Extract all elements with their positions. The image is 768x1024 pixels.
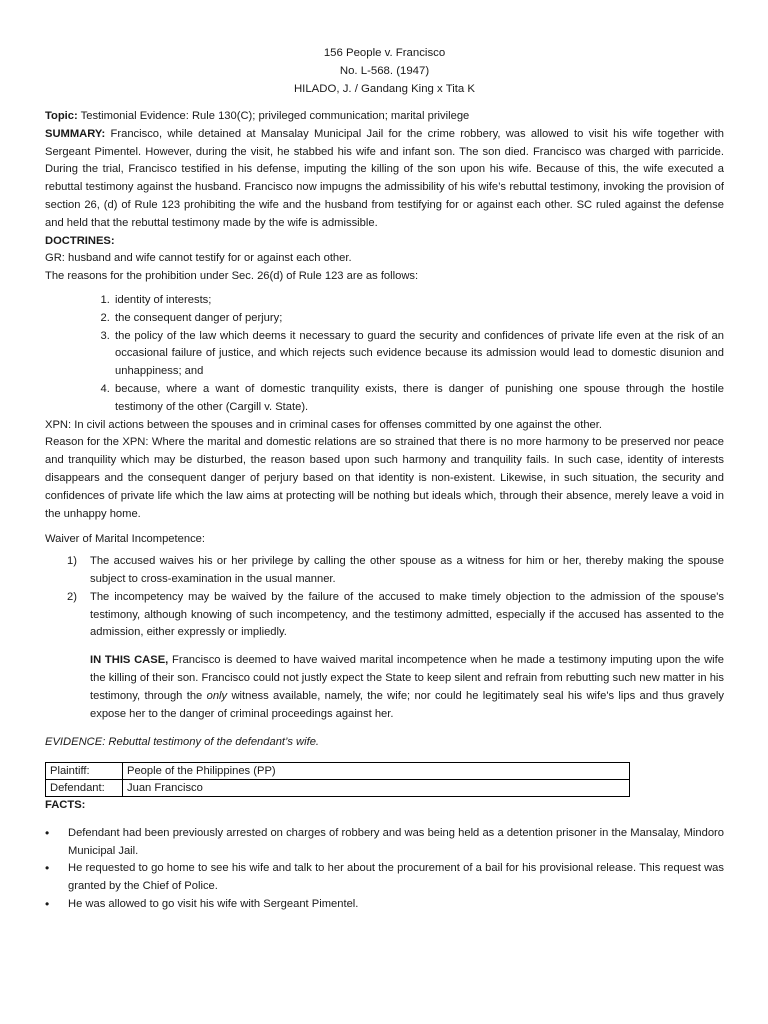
summary-label: SUMMARY: bbox=[45, 127, 106, 140]
emphasis-only: only bbox=[206, 689, 228, 702]
party-value: People of the Philippines (PP) bbox=[123, 763, 630, 780]
party-value: Juan Francisco bbox=[123, 780, 630, 797]
fact-text: He requested to go home to see his wife and talk to her about the procurement of a bail for his provisional release. This request was granted by the Chief of Police. bbox=[68, 862, 724, 893]
bullet-icon: • bbox=[45, 861, 50, 876]
list-item: 2. the consequent danger of perjury; bbox=[113, 310, 724, 328]
list-item bbox=[45, 825, 724, 861]
item-number: 1) bbox=[67, 555, 77, 568]
exception-reason: Reason for the XPN: Where the marital and domestic relations are so strained that there is no more harmony to be preserved nor peace and tranquility which may be disturbed, the reason based upon such harmony and tranquility fails. In such case, identity of interests disappears and the consequent danger of perjury based on that identity is non-existent. Likewise, in such situation, the security and confidences of private life which the law aims at protecting will be nothing but ideals which, through their absence, merely leave a void in the unhappy home. bbox=[45, 436, 724, 520]
case-text-part2: witness available, namely, the wife; nor could he legitimately seal his wife's lips and thus gravely expose her to the danger of criminal proceedings against her. bbox=[90, 689, 724, 720]
summary-paragraph bbox=[45, 126, 724, 233]
item-text: The incompetency may be waived by the failure of the accused to make timely objection to the admission of the spouse's testimony, although knowing of such incompetency, and the testimony admitted, especially if the accused has assented to the admission, either expressly or impliedly. bbox=[90, 590, 724, 639]
bullet-icon: • bbox=[45, 897, 50, 912]
facts-list bbox=[45, 825, 724, 914]
list-item: 1. identity of interests; bbox=[113, 292, 724, 310]
fact-text: Defendant had been previously arrested on charges of robbery and was being held as a detention prisoner in the Mansalay, Mindoro Municipal Jail. bbox=[68, 826, 724, 857]
item-text: The accused waives his or her privilege by calling the other spouse as a witness for him or her, thereby making the spouse subject to cross-examination in the usual manner. bbox=[90, 555, 724, 585]
waiver-heading: Waiver of Marital Incompetence: bbox=[45, 533, 206, 546]
topic-line bbox=[45, 108, 724, 126]
waiver-list bbox=[45, 553, 724, 642]
list-item bbox=[45, 896, 724, 914]
bullet-icon: • bbox=[45, 825, 50, 840]
table-row bbox=[46, 780, 630, 797]
party-label: Plaintiff: bbox=[46, 763, 123, 780]
reasons-list bbox=[45, 292, 724, 417]
topic-label: Topic: bbox=[45, 110, 78, 122]
list-item bbox=[45, 553, 724, 589]
case-number: No. L-568. (1947) bbox=[339, 65, 430, 77]
doctrines-heading: DOCTRINES: bbox=[45, 234, 115, 247]
parties-table bbox=[45, 762, 630, 797]
party-label: Defendant: bbox=[46, 780, 123, 797]
exception: XPN: In civil actions between the spouses and in criminal cases for offenses committed by one against the other. bbox=[45, 418, 602, 431]
general-rule: GR: husband and wife cannot testify for or against each other. bbox=[45, 252, 352, 265]
table-row bbox=[46, 763, 630, 780]
ponente-line: HILADO, J. / Gandang King x Tita K bbox=[293, 83, 476, 95]
case-header bbox=[45, 44, 724, 98]
topic-text: Testimonial Evidence: Rule 130(C); privileged communication; marital privilege bbox=[80, 110, 470, 122]
list-item: 4. because, where a want of domestic tranquility exists, there is danger of punishing one spouse through the hostile testimony of the other (Cargill v. State). bbox=[113, 381, 724, 417]
facts-heading: FACTS: bbox=[45, 799, 86, 812]
item-number: 2) bbox=[67, 590, 77, 603]
fact-text: He was allowed to go visit his wife with Sergeant Pimentel. bbox=[68, 898, 359, 911]
case-title: 156 People v. Francisco bbox=[323, 47, 446, 59]
list-item bbox=[45, 860, 724, 896]
reasons-intro: The reasons for the prohibition under Sec. 26(d) of Rule 123 are as follows: bbox=[45, 270, 419, 283]
case-text-part1: Francisco is deemed to have waived marital incompetence when he made a testimony imputing upon the wife the killing of their son. Francisco could not justly expect the State to keep silent and refrain from rebutting such new matter in his testimony, through the bbox=[90, 654, 724, 702]
list-item bbox=[45, 589, 724, 642]
list-item: 3. the policy of the law which deems it necessary to guard the security and confidences of private life even at the risk of an occasional failure of justice, and which rejects such evidence because its admission would lead to domestic disunion and unhappiness; and bbox=[113, 328, 724, 381]
in-this-case-paragraph bbox=[45, 652, 724, 723]
case-label: IN THIS CASE, bbox=[90, 654, 169, 667]
summary-text: Francisco, while detained at Mansalay Municipal Jail for the crime robbery, was allowed to visit his wife together with Sergeant Pimentel. However, during the visit, he stabbed his wife and infant son. The son died. Francisco was charged with parricide. During the trial, Francisco testified in his defense, imputing the killing of the son upon his wife. Because of this, the wife executed a rebuttal testimony against the husband. Francisco now impugns the admissibility of his wife’s rebuttal testimony, invoking the provision of section 26, (d) of Rule 123 prohibiting the wife and the husband from testifying for or against each other. SC ruled against the defense and held that the rebuttal testimony made by the wife is admissible. bbox=[45, 127, 724, 229]
evidence-line: EVIDENCE: Rebuttal testimony of the defendant’s wife. bbox=[45, 736, 320, 749]
